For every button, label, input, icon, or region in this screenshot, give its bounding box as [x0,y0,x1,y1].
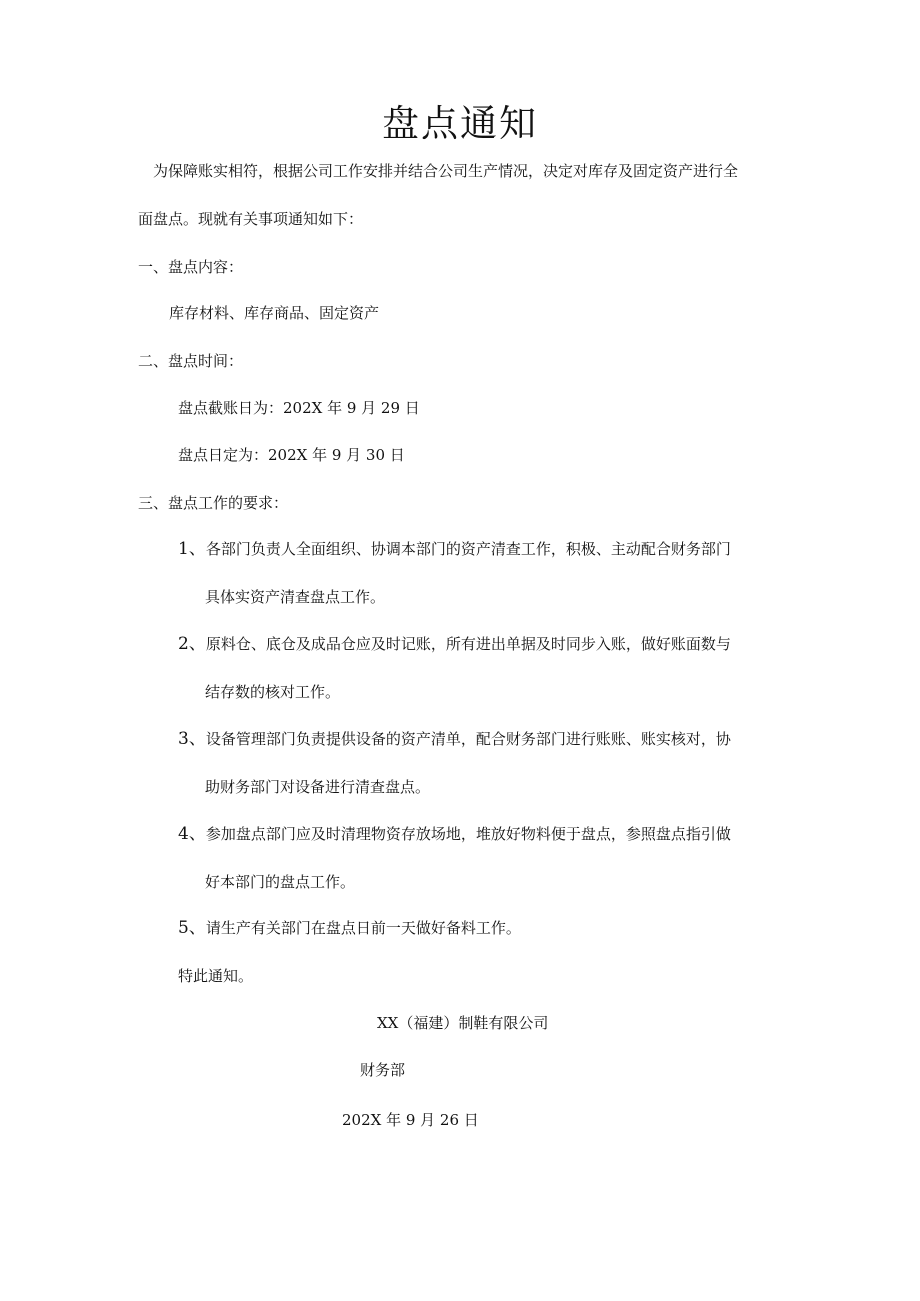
requirement-number: 3、 [178,729,206,749]
requirement-item-3-cont: 助财务部门对设备进行清查盘点。 [205,778,431,796]
requirement-text: 各部门负责人全面组织、协调本部门的资产清查工作，积极、主动配合财务部门 [205,540,731,558]
cutoff-date: 盘点截账日为：202X 年 9 月 29 日 [178,399,420,417]
section-requirements-heading: 三、盘点工作的要求： [138,494,289,512]
section-time-heading: 二、盘点时间： [138,352,244,370]
requirement-number: 2、 [178,634,206,654]
requirement-number: 1、 [178,539,206,559]
count-date: 盘点日定为：202X 年 9 月 30 日 [178,446,405,464]
section-content-body: 库存材料、库存商品、固定资产 [169,304,380,322]
requirement-text: 原料仓、底仓及成品仓应及时记账，所有进出单据及时同步入账，做好账面数与 [205,635,731,653]
intro-line-2: 面盘点。现就有关事项通知如下： [138,210,364,228]
document-title: 盘点通知 [382,102,538,145]
requirement-item-5 [178,917,521,939]
requirement-item-4 [178,823,731,845]
signature-company: XX（福建）制鞋有限公司 [377,1014,549,1032]
intro-line-1: 为保障账实相符，根据公司工作安排并结合公司生产情况，决定对库存及固定资产进行全 [153,162,739,180]
signature-date: 202X 年 9 月 26 日 [342,1111,479,1129]
requirement-text: 设备管理部门负责提供设备的资产清单，配合财务部门进行账账、账实核对，协 [205,730,731,748]
requirement-number: 5、 [178,918,206,938]
closing-remark: 特此通知。 [178,967,254,985]
requirement-item-1 [178,538,731,560]
requirement-item-4-cont: 好本部门的盘点工作。 [205,873,356,891]
requirement-number: 4、 [178,824,206,844]
requirement-item-2-cont: 结存数的核对工作。 [205,683,341,701]
section-content-heading: 一、盘点内容： [138,258,244,276]
requirement-item-2 [178,633,731,655]
requirement-item-3 [178,728,731,750]
signature-department: 财务部 [360,1061,406,1079]
requirement-text: 请生产有关部门在盘点日前一天做好备料工作。 [205,919,521,937]
requirement-item-1-cont: 具体实资产清查盘点工作。 [205,588,386,606]
requirement-text: 参加盘点部门应及时清理物资存放场地，堆放好物料便于盘点，参照盘点指引做 [205,825,731,843]
